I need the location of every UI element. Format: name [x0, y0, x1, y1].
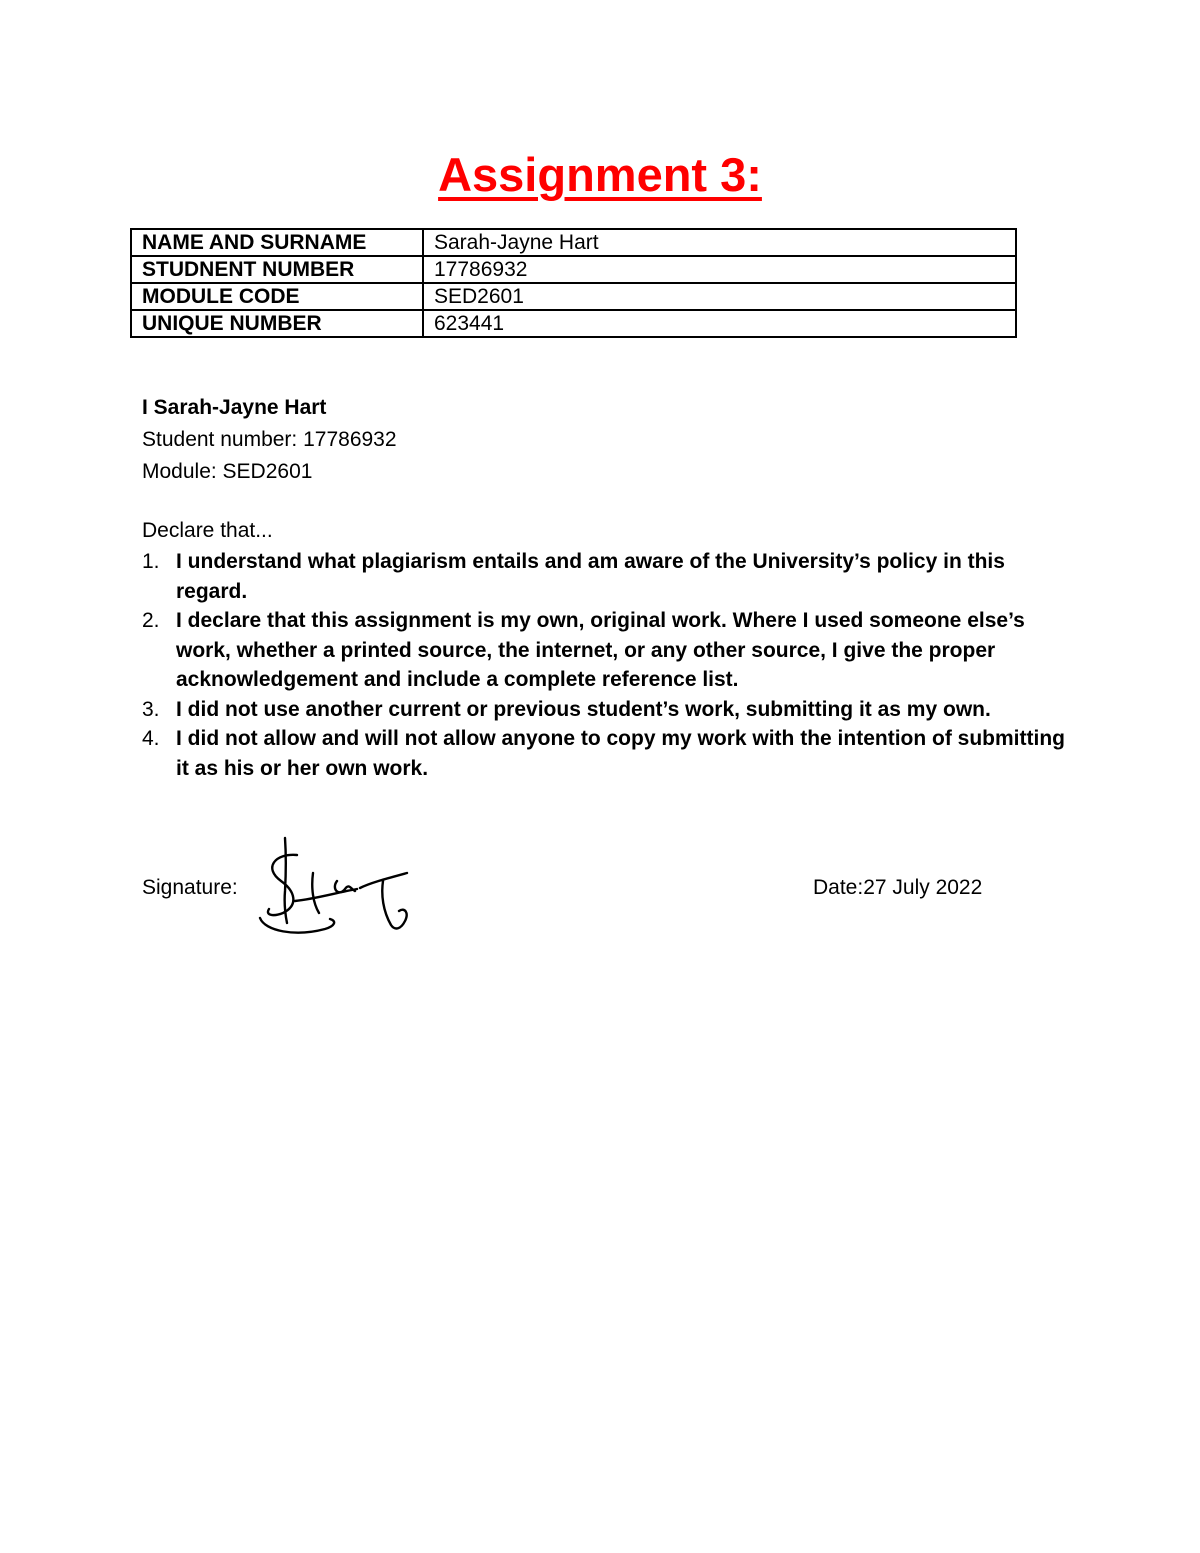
student-number-label: STUDNENT NUMBER: [131, 256, 423, 283]
list-item-number: 3.: [142, 697, 160, 721]
list-item: [142, 547, 1072, 606]
name-surname-label: NAME AND SURNAME: [131, 229, 423, 256]
page-title-text: Assignment 3:: [438, 148, 762, 201]
list-item-text: I declare that this assignment is my own, original work. Where I used someone else’s work, whether a printed source, the internet, or any other source, I give the proper acknowledgement and include a complete reference list.: [176, 609, 1025, 691]
list-item-number: 1.: [142, 550, 160, 573]
declarant-student-number: Student number: 17786932: [142, 428, 397, 451]
student-info-table: [130, 228, 1017, 338]
student-number-value: 17786932: [423, 256, 1016, 283]
list-item-text: I did not allow and will not allow anyone to copy my work with the intention of submitting it as his or her own work.: [176, 727, 1065, 780]
module-code-value: SED2601: [423, 283, 1016, 310]
name-surname-value: Sarah-Jayne Hart: [423, 229, 1016, 256]
table-row: [131, 256, 1016, 283]
signature-label: Signature:: [142, 876, 238, 899]
declarant-name: I Sarah-Jayne Hart: [142, 396, 327, 419]
declaration-list: [142, 547, 1072, 783]
unique-number-label: UNIQUE NUMBER: [131, 310, 423, 337]
table-row: [131, 229, 1016, 256]
list-item: [142, 695, 1072, 725]
declaration-intro: Declare that...: [142, 519, 273, 542]
list-item-number: 4.: [142, 727, 160, 750]
date-label: Date:27 July 2022: [813, 876, 983, 899]
list-item: [142, 606, 1072, 695]
module-code-label: MODULE CODE: [131, 283, 423, 310]
list-item: [142, 724, 1072, 783]
identity-block: [142, 392, 397, 488]
page-title: [0, 143, 1200, 207]
table-row: [131, 283, 1016, 310]
list-item-number: 2.: [142, 609, 160, 632]
list-item-text: I did not use another current or previous student’s work, submitting it as my own.: [176, 697, 991, 721]
handwritten-signature: [255, 833, 425, 943]
table-row: [131, 310, 1016, 337]
list-item-text: I understand what plagiarism entails and am aware of the University’s policy in this regard.: [176, 550, 1005, 603]
declarant-module: Module: SED2601: [142, 460, 313, 483]
unique-number-value: 623441: [423, 310, 1016, 337]
